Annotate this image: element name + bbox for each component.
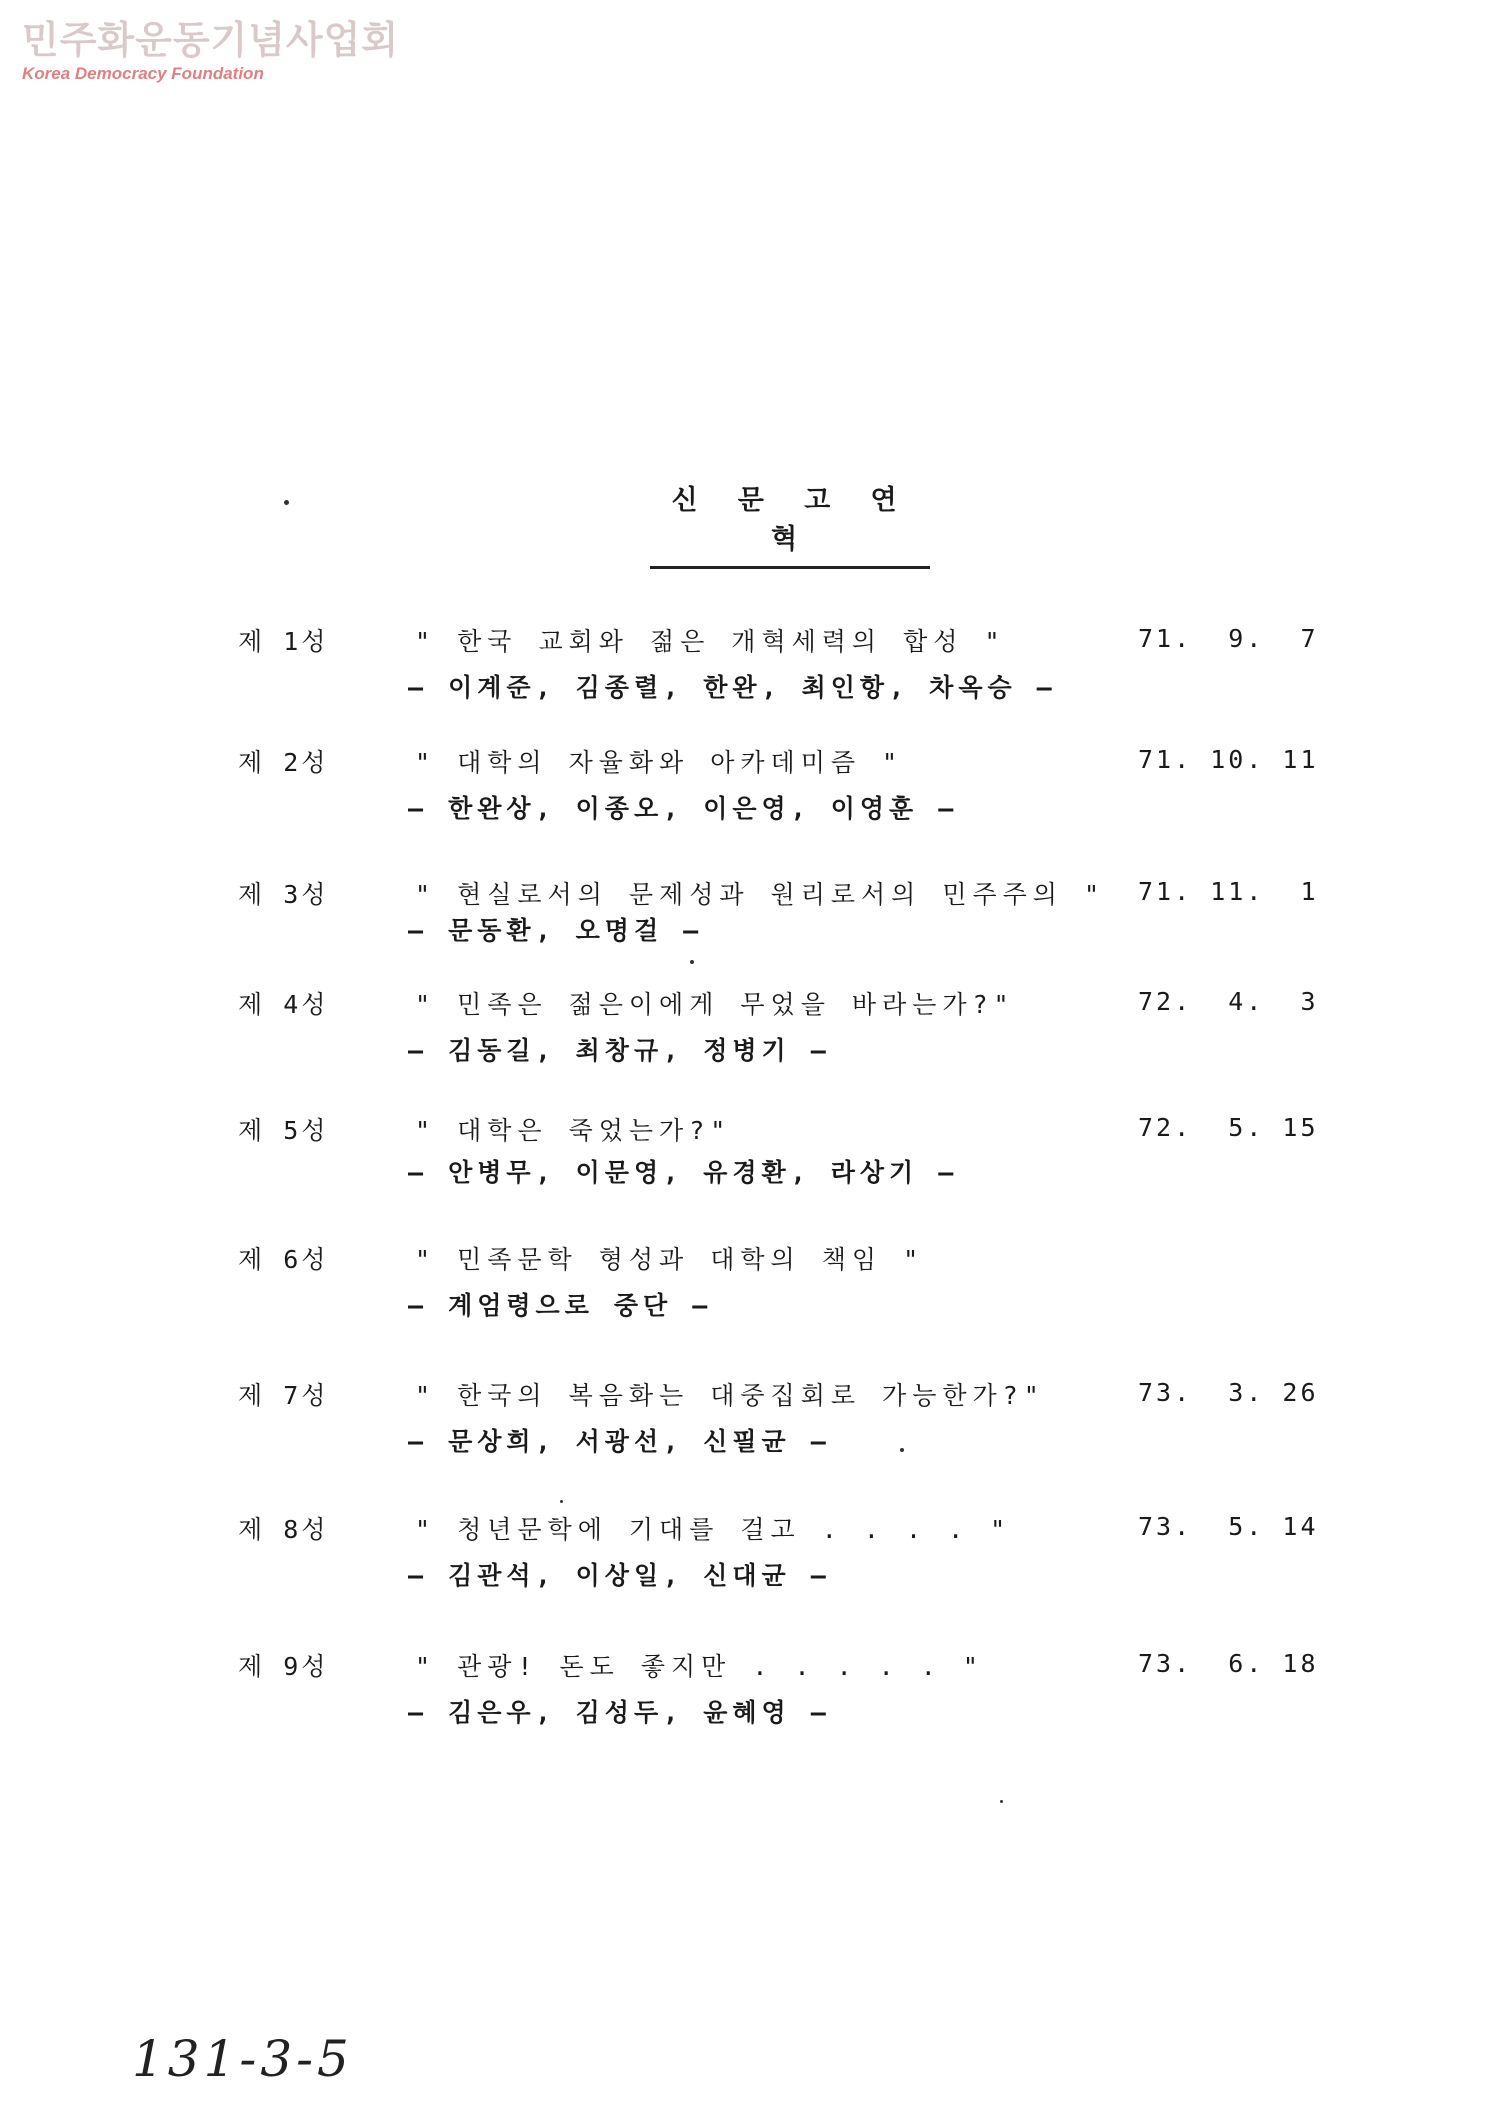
entry-topic: " 한국의 복음화는 대중집회로 가능한가?" <box>415 1381 1045 1410</box>
entry-speakers: — 김은우, 김성두, 윤혜영 — <box>408 1698 831 1727</box>
entry-number: 제 3성 <box>238 880 329 909</box>
entry-date: 71. 11. 1 <box>1138 877 1319 906</box>
entry-date: 73. 6. 18 <box>1138 1649 1319 1678</box>
entry-topic: " 청년문학에 기대를 걸고 . . . . " <box>415 1515 1012 1544</box>
entry-date: 72. 5. 15 <box>1138 1113 1319 1142</box>
entry-5 <box>0 1111 1502 1201</box>
entry-speakers: — 이계준, 김종렬, 한완, 최인항, 차옥승 — <box>408 673 1057 702</box>
entry-9 <box>0 1647 1502 1737</box>
entry-number: 제 6성 <box>238 1245 329 1274</box>
speck <box>560 1500 563 1503</box>
watermark-english: Korea Democracy Foundation <box>22 64 264 83</box>
entry-2 <box>0 743 1502 833</box>
entry-topic: " 민족은 젊은이에게 무었을 바라는가?" <box>415 990 1015 1019</box>
entry-number: 제 4성 <box>238 990 329 1019</box>
entry-number: 제 5성 <box>238 1116 329 1145</box>
entry-speakers: — 김관석, 이상일, 신대균 — <box>408 1561 831 1590</box>
handwritten-note: 131-3-5 <box>132 2030 353 2088</box>
entry-speakers: — 안병무, 이문영, 유경환, 라상기 — <box>408 1158 959 1187</box>
watermark-korean: 민주화운동기념사업회 <box>22 18 400 62</box>
entry-date: 71. 10. 11 <box>1138 745 1319 774</box>
entry-date: 73. 5. 14 <box>1138 1512 1319 1541</box>
entry-speakers: — 계엄령으로 중단 — <box>408 1291 713 1320</box>
speck <box>284 500 289 505</box>
entry-3 <box>0 875 1502 965</box>
entry-6 <box>0 1240 1502 1330</box>
entry-number: 제 9성 <box>238 1652 329 1681</box>
entry-8 <box>0 1510 1502 1600</box>
speck <box>1000 1800 1003 1803</box>
entry-topic: " 대학은 죽었는가?" <box>415 1116 732 1145</box>
entry-speakers: — 한완상, 이종오, 이은영, 이영훈 — <box>408 794 959 823</box>
watermark-logo <box>22 18 399 84</box>
entry-speakers: — 문상희, 서광선, 신필균 — <box>408 1427 831 1456</box>
entry-number: 제 7성 <box>238 1381 329 1410</box>
entry-topic: " 관광! 돈도 좋지만 . . . . . " <box>415 1652 984 1681</box>
entry-topic: " 한국 교회와 젊은 개혁세력의 합성 " <box>415 627 1006 656</box>
entry-4 <box>0 985 1502 1075</box>
entry-date: 71. 9. 7 <box>1138 624 1319 653</box>
entry-number: 제 8성 <box>238 1515 329 1544</box>
entry-topic: " 현실로서의 문제성과 원리로서의 민주주의 " <box>415 880 1106 909</box>
entry-speakers: — 김동길, 최창규, 정병기 — <box>408 1036 831 1065</box>
entry-date: 73. 3. 26 <box>1138 1378 1319 1407</box>
entry-speakers: — 문동환, 오명걸 — <box>408 916 704 945</box>
entry-number: 제 1성 <box>238 627 329 656</box>
entry-1 <box>0 622 1502 712</box>
entry-date: 72. 4. 3 <box>1138 987 1319 1016</box>
entry-7 <box>0 1376 1502 1466</box>
entry-topic: " 대학의 자율화와 아카데미즘 " <box>415 748 904 777</box>
document-title: 신 문 고 연 혁 <box>650 478 930 569</box>
entry-topic: " 민족문학 형성과 대학의 책임 " <box>415 1245 925 1274</box>
entry-number: 제 2성 <box>238 748 329 777</box>
